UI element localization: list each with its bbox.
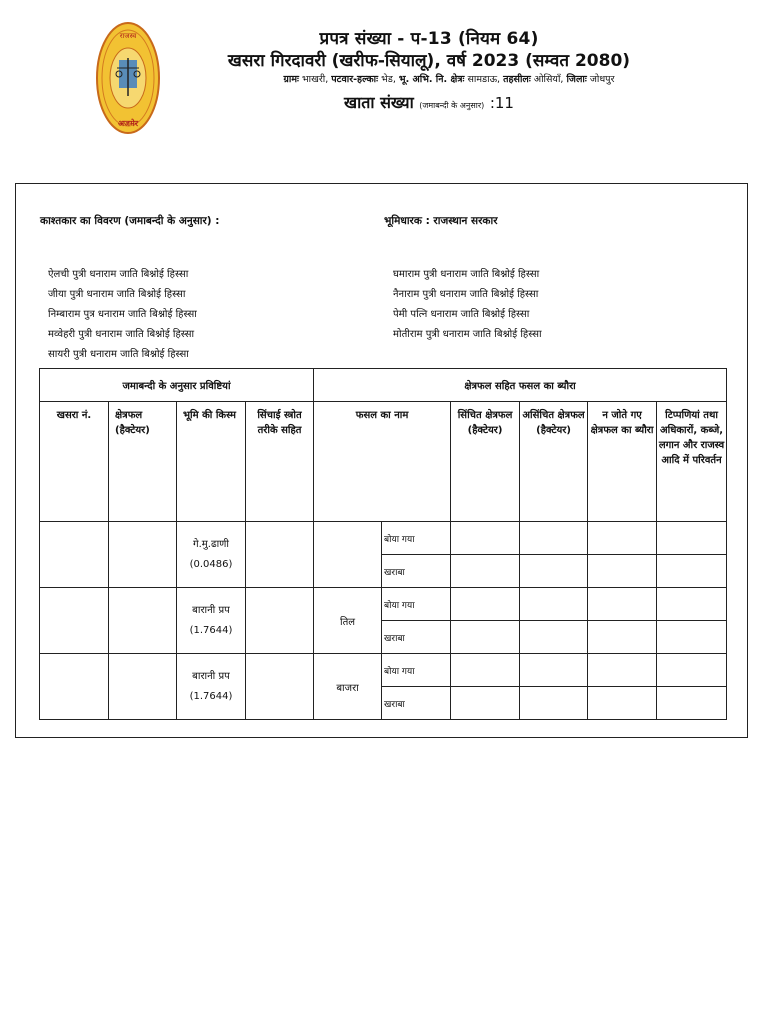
owner-entry: जीया पुत्री धनाराम जाति बिश्नोई हिस्सा [48,289,186,300]
owner-entry: सायरी पुत्री धनाराम जाति बिश्नोई हिस्सा [48,349,189,360]
col-khasra-number: खसरा नं. [40,402,109,522]
owners-right-list [393,265,542,345]
land-type-cell [177,522,246,588]
damaged-label: खराबा [382,621,451,654]
land-type-cell [177,588,246,654]
remarks-cell [657,621,727,654]
tenant-details-label: काश्तकार का विवरण (जमाबन्दी के अनुसार) : [40,215,220,227]
remarks-cell [657,588,727,621]
group-header-crop-details: क्षेत्रफल सहित फसल का ब्यौरा [314,369,727,402]
land-type: गे.मु.ढाणी [192,538,229,550]
tehsil-value: ओसियाँ, [533,74,564,85]
table-row [40,588,727,621]
not-sown-cell [588,555,657,588]
land-type: बारानी प्रप [192,604,230,616]
khasra-cell [40,522,109,588]
table-row [40,654,727,687]
unirrigated-cell [520,555,588,588]
patwar-value: भेड, [381,74,396,85]
col-irrigated-area: सिंचित क्षेत्रफल (हैक्टेयर) [451,402,520,522]
area-cell [109,588,177,654]
sown-label: बोया गया [382,654,451,687]
revenue-board-seal [95,16,161,136]
khata-line [180,90,678,119]
land-area: (0.0486) [189,558,233,570]
irrigated-cell [451,621,520,654]
damaged-label: खराबा [382,687,451,720]
owner-entry: पेमी पत्नि धनाराम जाति बिश्नोई हिस्सा [393,309,530,320]
khata-label: खाता संख्या [344,93,414,112]
crop-name-cell: बाजरा [314,654,382,720]
remarks-cell [657,654,727,687]
unirrigated-cell [520,522,588,555]
owner-entry: घमाराम पुत्री धनाराम जाति बिश्नोई हिस्सा [393,269,540,280]
area-cell [109,522,177,588]
irrigated-cell [451,654,520,687]
not-sown-cell [588,654,657,687]
not-sown-cell [588,687,657,720]
land-type: बारानी प्रप [192,670,230,682]
form-number-title: प्रपत्र संख्या - प-13 (नियम 64) [319,29,539,49]
not-sown-cell [588,621,657,654]
patwar-label: पटवार-हल्काः [331,74,379,85]
col-land-type: भूमि की किस्म [177,402,246,522]
khasra-cell [40,588,109,654]
owner-entry: निम्बाराम पुत्र धनाराम जाति बिश्नोई हिस्सा [48,309,197,320]
unirrigated-cell [520,654,588,687]
not-sown-cell [588,588,657,621]
unirrigated-cell [520,621,588,654]
irrigated-cell [451,522,520,555]
district-label: जिलाः [566,74,587,85]
col-unirrigated-area: असिंचित क्षेत्रफल (हैक्टेयर) [520,402,588,522]
village-value: भाखरी, [301,74,329,85]
unirrigated-cell [520,687,588,720]
col-crop-name: फसल का नाम [314,402,451,522]
sown-label: बोया गया [382,522,451,555]
bhu-value: सामडाऊ, [467,74,501,85]
col-not-sown-area: न जोते गए क्षेत्रफल का ब्यौरा [588,402,657,522]
unirrigated-cell [520,588,588,621]
svg-text:अजमेर: अजमेर [117,119,139,128]
owner-entry: मोतीराम पुत्री धनाराम जाति बिश्नोई हिस्सा [393,329,542,340]
owner-entry: मव्वेहरी पुत्री धनाराम जाति बिश्नोई हिस्सा [48,329,195,340]
owners-left-list [48,265,197,365]
table-row [40,522,727,555]
irrigation-cell [246,654,314,720]
irrigated-cell [451,687,520,720]
col-irrigation-source: सिंचाई स्त्रोत तरीके सहित [246,402,314,522]
owner-entry: नैनाराम पुत्री धनाराम जाति बिश्नोई हिस्सा [393,289,539,300]
girdawari-table [39,368,727,720]
district-value: जोधपुर [589,74,615,85]
khasra-cell [40,654,109,720]
irrigation-cell [246,588,314,654]
remarks-cell [657,687,727,720]
bhu-label: भू. अभि. नि. क्षेत्रः [398,74,465,85]
group-header-jamabandi: जमाबन्दी के अनुसार प्रविष्टियां [40,369,314,402]
document-header [180,28,678,119]
area-cell [109,654,177,720]
remarks-cell [657,522,727,555]
land-type-cell [177,654,246,720]
damaged-label: खराबा [382,555,451,588]
col-area: क्षेत्रफल (हैक्टेयर) [109,402,177,522]
owner-entry: ऐलची पुत्री धनाराम जाति बिश्नोई हिस्सा [48,269,189,280]
girdawari-subtitle: खसरा गिरदावरी (खरीफ-सियालू), वर्ष 2023 (सम्वत 2080) [227,51,631,71]
landholder-label: भूमिधारक : राजस्थान सरकार [384,215,498,227]
khata-number: :11 [489,94,514,112]
col-remarks: टिप्पणियां तथा अधिकारों, कब्जे, लगान और राजस्व आदि में परिवर्तन [657,402,727,522]
remarks-cell [657,555,727,588]
land-area: (1.7644) [189,624,233,636]
crop-name-cell [314,522,382,588]
sown-label: बोया गया [382,588,451,621]
village-label: ग्रामः [283,74,299,85]
khata-note: (जमाबन्दी के अनुसार) [419,101,485,110]
irrigated-cell [451,555,520,588]
location-line [220,72,678,88]
svg-text:राजस्व: राजस्व [119,32,137,40]
tehsil-label: तहसीलः [503,74,531,85]
land-area: (1.7644) [189,690,233,702]
irrigation-cell [246,522,314,588]
not-sown-cell [588,522,657,555]
crop-name-cell: तिल [314,588,382,654]
irrigated-cell [451,588,520,621]
